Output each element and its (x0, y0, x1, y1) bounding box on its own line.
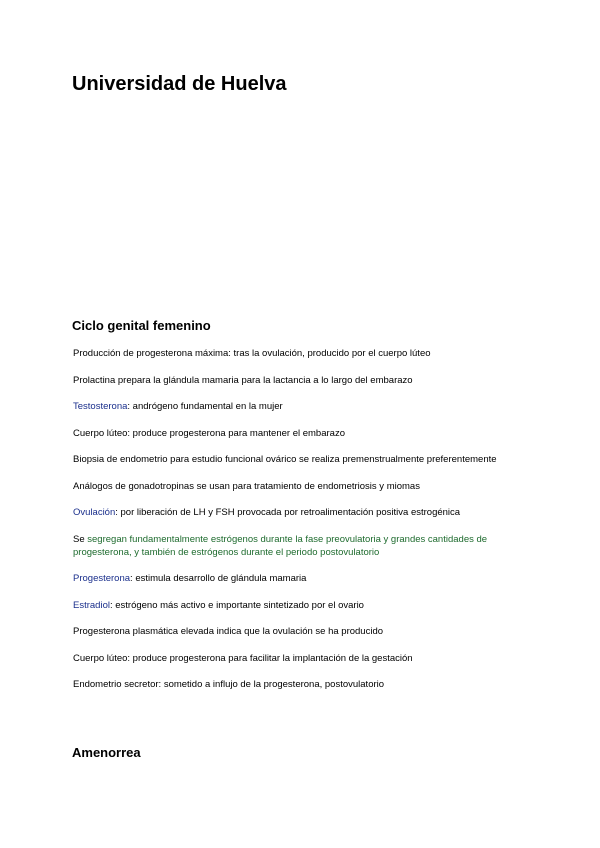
list-item: Estradiol: estrógeno más activo e importante sintetizado por el ovario (73, 599, 364, 611)
term-ovulacion: Ovulación (73, 507, 116, 518)
page-title: Universidad de Huelva (72, 73, 287, 95)
list-item: Cuerpo lúteo: produce progesterona para facilitar la implantación de la gestación (73, 652, 413, 664)
term-testosterona: Testosterona (73, 401, 128, 412)
term-progesterona: Progesterona (73, 573, 131, 584)
list-item: Cuerpo lúteo: produce progesterona para mantener el embarazo (73, 427, 345, 439)
list-item: Prolactina prepara la glándula mamaria para la lactancia a lo largo del embarazo (73, 374, 413, 386)
list-item: Producción de progesterona máxima: tras la ovulación, producido por el cuerpo lúteo (73, 348, 431, 359)
list-item: Se segregan fundamentalmente estrógenos durante la fase preovulatoria y grandes cantidades de progesterona, y también de estrógenos durante el periodo postovulatorio (73, 533, 488, 558)
list-item: Progesterona: estimula desarrollo de glándula mamaria (73, 573, 307, 584)
section-heading-amenorrea: Amenorrea (72, 745, 141, 760)
item-list (73, 347, 543, 691)
list-item: Testosterona: andrógeno fundamental en la mujer (73, 401, 283, 412)
list-item: Biopsia de endometrio para estudio funcional ovárico se realiza premenstrualmente preferentemente (73, 454, 497, 465)
list-item: Ovulación: por liberación de LH y FSH provocada por retroalimentación positiva estrogénica (73, 507, 461, 518)
list-item: Progesterona plasmática elevada indica que la ovulación se ha producido (73, 626, 384, 637)
green-text: segregan fundamentalmente estrógenos durante la fase preovulatoria y grandes cantidades de progesterona, y también de estrógenos durante el periodo postovulatorio (73, 533, 488, 558)
term-estradiol: Estradiol (73, 599, 110, 611)
section-heading-ciclo: Ciclo genital femenino (72, 318, 211, 333)
list-item: Endometrio secretor: sometido a influjo de la progesterona, postovulatorio (73, 679, 385, 690)
list-item: Análogos de gonadotropinas se usan para tratamiento de endometriosis y miomas (73, 480, 420, 492)
